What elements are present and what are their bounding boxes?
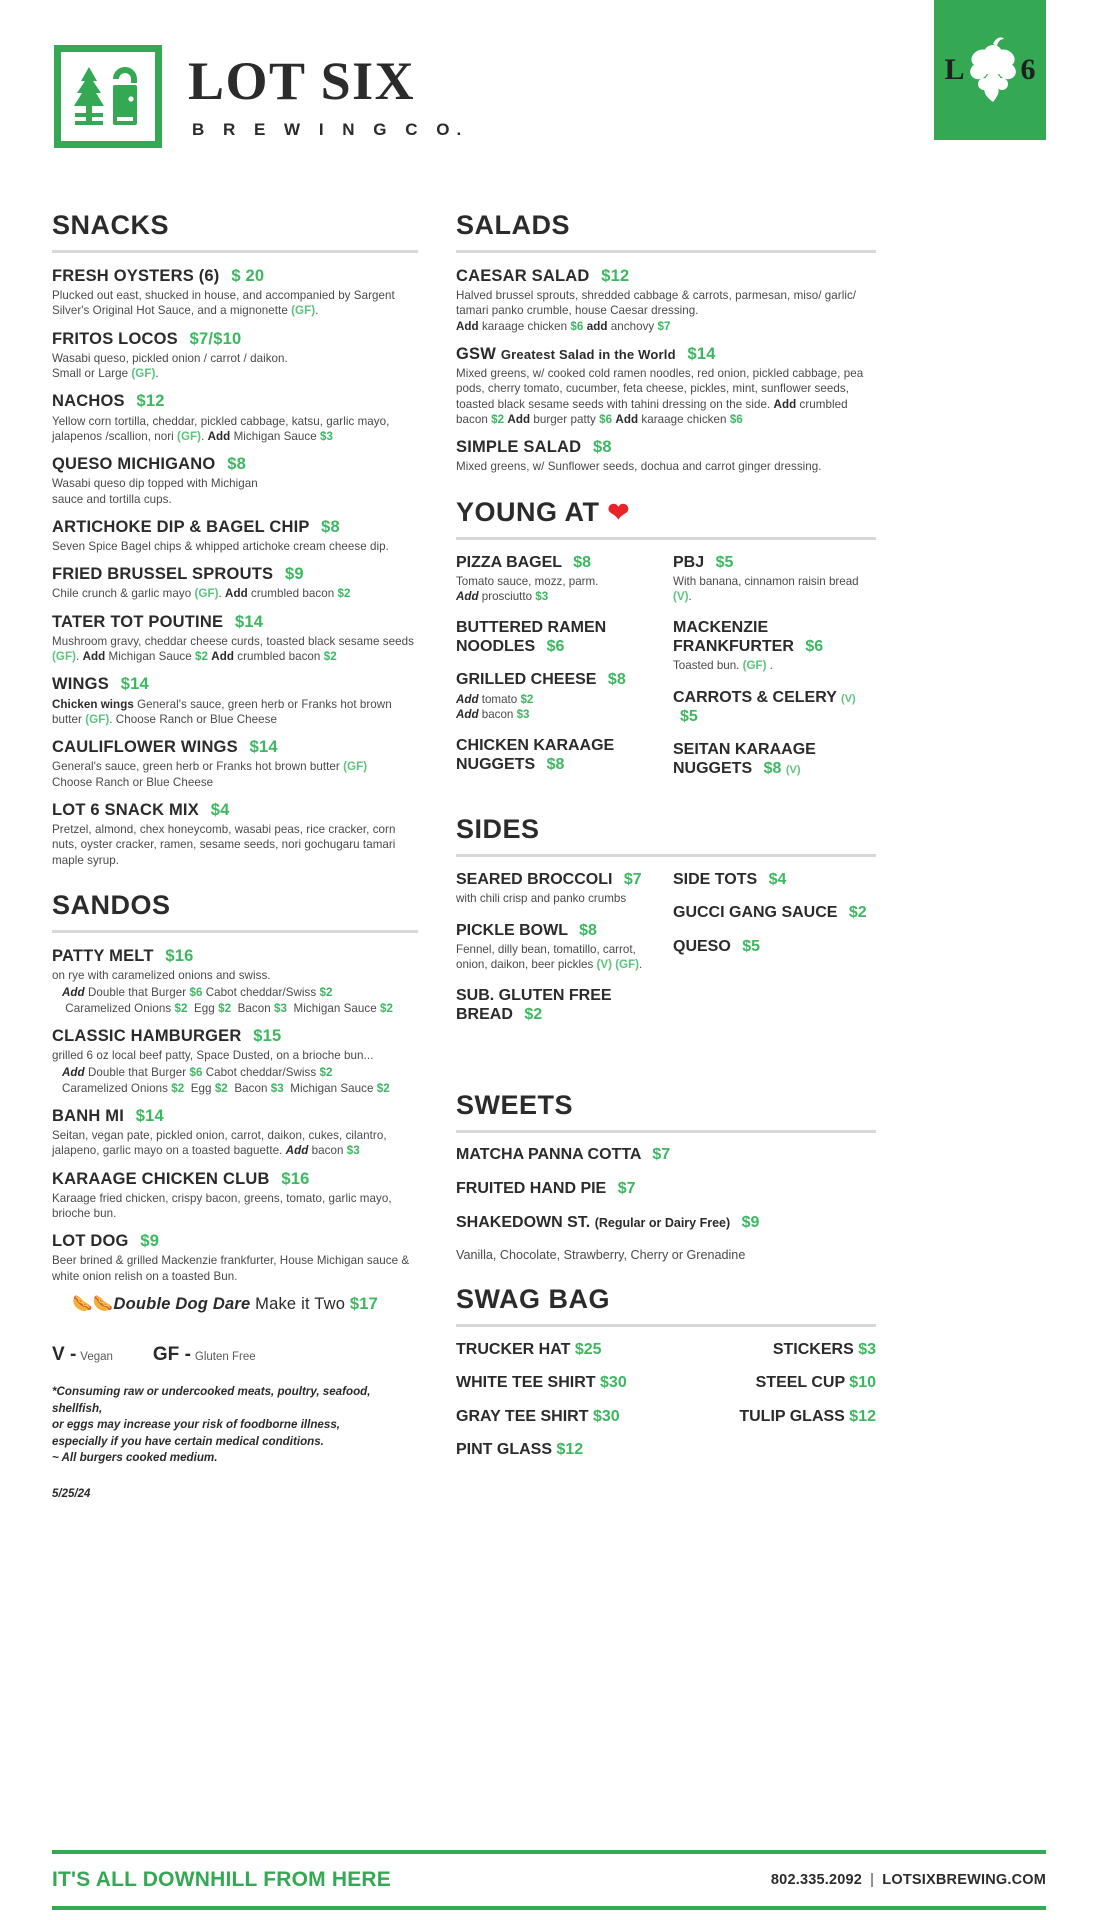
menu-item-description: Fennel, dilly bean, tomatillo, carrot, onion, daikon, beer pickles (V) (GF). <box>456 942 643 971</box>
badge-letter: L <box>944 53 965 86</box>
menu-item-name: PBJ <box>673 553 705 571</box>
menu-item-price: $8 <box>579 921 597 939</box>
young-at-heart-label: YOUNG AT <box>456 496 600 527</box>
menu-item-price: $5 <box>742 937 761 955</box>
swag-right-column <box>673 1340 876 1473</box>
menu-item-header <box>52 1169 418 1189</box>
footer-separator: | <box>870 1872 875 1888</box>
menu-item-name: CAULIFLOWER WINGS <box>52 738 238 757</box>
menu-item <box>673 618 876 673</box>
brand-tagline: B R E W I N G C O. <box>192 119 469 139</box>
kids-left-column <box>456 553 659 793</box>
menu-item <box>456 553 659 604</box>
menu-item-header <box>52 1106 418 1126</box>
menu-datestamp: 5/25/24 <box>52 1488 91 1501</box>
menu-item-name: PIZZA BAGEL <box>456 553 562 571</box>
menu-item-name: LOT 6 SNACK MIX <box>52 800 199 819</box>
swag-item-name: WHITE TEE SHIRT <box>456 1374 596 1392</box>
sweet-item-qualifier: (Regular or Dairy Free) <box>594 1216 731 1231</box>
disclaimer-line-2: or eggs may increase your risk of foodborne illness, <box>52 1418 340 1432</box>
swag-item-price: $10 <box>849 1374 876 1392</box>
menu-header <box>0 0 1098 188</box>
legend-vegan <box>52 1344 113 1366</box>
menu-item-price: $16 <box>165 946 194 965</box>
divider <box>456 1130 876 1133</box>
menu-item-price: $2 <box>524 1006 543 1023</box>
menu-columns <box>0 188 1098 1500</box>
menu-item-price: $4 <box>210 800 230 819</box>
menu-item-name: SUB. GLUTEN FREE BREAD <box>456 986 612 1023</box>
menu-item-price: $6 <box>805 638 824 656</box>
menu-item-price: $ 20 <box>231 267 265 285</box>
menu-item-header <box>52 946 418 966</box>
menu-item-addons: Add Double that Burger $6 Cabot cheddar/Swiss $2 Caramelized Onions $2 Egg $2 Bacon $3 Michigan Sauce $2 <box>62 1066 390 1095</box>
kids-right-column <box>673 553 876 793</box>
sides-right-column <box>673 870 876 1038</box>
sides-left-column <box>456 870 659 1038</box>
menu-item-price: $4 <box>768 871 787 889</box>
hop-badge <box>934 0 1046 140</box>
vegan-label: Vegan <box>80 1351 113 1364</box>
swag-item <box>456 1440 659 1459</box>
menu-item-header <box>673 740 876 778</box>
divider <box>456 1324 876 1327</box>
sweet-item-price: $7 <box>617 1180 636 1198</box>
menu-item-name: FRESH OYSTERS (6) <box>52 267 220 285</box>
sweet-item-price: $9 <box>741 1214 760 1232</box>
menu-item-price: $2 <box>848 904 867 922</box>
brand-wordmark <box>188 50 469 140</box>
sweet-item <box>456 1180 876 1198</box>
menu-item-header <box>456 670 659 689</box>
menu-item-description: Toasted bun. (GF) . <box>673 659 773 673</box>
menu-item-price: $8 <box>573 553 592 571</box>
menu-item-header <box>673 870 876 889</box>
menu-item-name: SIDE TOTS <box>673 871 758 889</box>
menu-item-header <box>52 329 418 349</box>
menu-item-name: GUCCI GANG SAUCE <box>673 904 838 922</box>
sandos-list <box>52 946 418 1284</box>
menu-item <box>456 437 876 474</box>
swag-item <box>673 1407 876 1426</box>
menu-item-price: $8 <box>321 517 340 536</box>
menu-item-tag: (V) <box>841 692 856 705</box>
menu-item-header <box>673 553 876 572</box>
menu-item-header <box>456 986 659 1024</box>
double-dog-label: Double Dog Dare <box>113 1295 251 1314</box>
heart-icon: ❤ <box>607 496 630 527</box>
swag-item-price: $3 <box>858 1341 876 1359</box>
footer-bottom-rule <box>52 1906 1046 1910</box>
hot-dog-icon: 🌭🌭 <box>72 1295 114 1314</box>
menu-item-price: $9 <box>284 565 304 584</box>
menu-item-description: Karaage fried chicken, crispy bacon, greens, tomato, garlic mayo, brioche bun. <box>52 1191 392 1221</box>
swag-item-price: $12 <box>849 1407 876 1425</box>
swag-item-name: TULIP GLASS <box>739 1407 845 1425</box>
menu-item <box>456 986 659 1024</box>
footer-website[interactable]: LOTSIXBREWING.COM <box>882 1872 1046 1888</box>
menu-item-header <box>52 737 418 757</box>
menu-item-price: $8 <box>607 671 626 689</box>
menu-item-header <box>52 454 418 474</box>
menu-item-description: Plucked out east, shucked in house, and accompanied by Sargent Silver's Original Hot Sauce, and a mignonette (GF). <box>52 289 395 318</box>
menu-item <box>52 800 418 868</box>
swag-item-name: PINT GLASS <box>456 1440 553 1458</box>
menu-item <box>456 870 659 906</box>
menu-item-price: $14 <box>249 738 278 757</box>
menu-item <box>52 946 418 1016</box>
menu-item <box>456 266 876 334</box>
menu-item-name: LOT DOG <box>52 1232 129 1251</box>
left-column <box>52 188 418 1500</box>
menu-item-header <box>673 688 876 726</box>
menu-item-name: GSW <box>456 345 497 364</box>
sides-grid <box>456 870 876 1038</box>
menu-item-header <box>52 517 418 537</box>
swag-item <box>456 1340 659 1359</box>
swag-item-name: STICKERS <box>772 1341 854 1359</box>
menu-item <box>52 454 418 507</box>
disclaimer-line-1: *Consuming raw or undercooked meats, poultry, seafood, shellfish, <box>52 1385 371 1415</box>
menu-item <box>52 1026 418 1096</box>
footer-bar <box>52 1854 1046 1906</box>
menu-item-name: MACKENZIE FRANKFURTER <box>673 619 794 656</box>
menu-item <box>673 740 876 778</box>
menu-item-price: $16 <box>281 1169 310 1188</box>
menu-item <box>52 517 418 554</box>
menu-item-description: Tomato sauce, mozz, parm. Add prosciutto $3 <box>456 574 599 603</box>
sweet-item-price: $7 <box>652 1146 671 1164</box>
vegan-symbol: V - <box>52 1344 77 1366</box>
menu-footer <box>0 1850 1098 1920</box>
menu-item-price: $15 <box>253 1026 282 1045</box>
sweet-item-name: SHAKEDOWN ST. <box>456 1214 591 1232</box>
brand-name: LOT SIX <box>188 50 416 111</box>
brand-logo <box>54 45 468 148</box>
divider <box>52 250 418 253</box>
menu-item-addons: Add Double that Burger $6 Cabot cheddar/Swiss $2 Caramelized Onions $2 Egg $2 Bacon $3 Michigan Sauce $2 <box>62 986 394 1015</box>
menu-item-price: $8 <box>593 438 612 457</box>
menu-item-header <box>456 266 876 286</box>
menu-item-price: $12 <box>601 267 630 285</box>
menu-item-price: $14 <box>120 675 149 694</box>
swag-item <box>456 1373 659 1392</box>
section-title-salads: SALADS <box>456 210 571 240</box>
menu-item-name: PATTY MELT <box>52 946 154 965</box>
menu-item-description: Chicken wings General's sauce, green herb or Franks hot brown butter (GF). Choose Ranch or Blue Cheese <box>52 697 392 726</box>
menu-item <box>673 937 876 956</box>
menu-item-description: Chile crunch & garlic mayo (GF). Add crumbled bacon $2 <box>52 587 351 601</box>
menu-item <box>456 618 659 656</box>
menu-item-description: Mixed greens, w/ Sunflower seeds, dochua and carrot ginger dressing. <box>456 460 822 474</box>
menu-item-description: on rye with caramelized onions and swiss. <box>52 969 271 983</box>
disclaimer <box>52 1384 418 1466</box>
menu-item <box>673 553 876 604</box>
divider <box>456 537 876 540</box>
menu-item <box>52 1106 418 1159</box>
swag-item-price: $30 <box>592 1407 620 1425</box>
menu-item <box>673 903 876 922</box>
section-title-sweets: SWEETS <box>456 1090 574 1121</box>
sweet-item <box>456 1214 876 1232</box>
menu-item-name: GRILLED CHEESE <box>456 671 597 689</box>
menu-item-price: $14 <box>687 345 716 364</box>
menu-item-name: FRIED BRUSSEL SPROUTS <box>52 565 274 584</box>
menu-item <box>456 921 659 972</box>
menu-item-price: $9 <box>140 1232 160 1251</box>
menu-item-header <box>456 553 659 572</box>
menu-item-price: $14 <box>234 612 264 631</box>
sweets-flavors: Vanilla, Chocolate, Strawberry, Cherry or Grenadine <box>456 1248 746 1263</box>
menu-item-description: grilled 6 oz local beef patty, Space Dusted, on a brioche bun... <box>52 1049 374 1063</box>
menu-item-header <box>456 437 876 457</box>
section-title-young-at-heart <box>456 497 876 528</box>
double-dog-price: $17 <box>349 1295 379 1314</box>
menu-item-header <box>52 391 418 411</box>
menu-item-name: NACHOS <box>52 392 125 411</box>
menu-item-description: Yellow corn tortilla, cheddar, pickled cabbage, katsu, garlic mayo, jalapenos /scallion, nori (GF). Add Michigan Sauce $3 <box>52 414 390 443</box>
menu-item-subtitle: Greatest Salad in the World <box>500 347 676 363</box>
menu-item-name: CAESAR SALAD <box>456 267 590 285</box>
menu-item-description: Mixed greens, w/ cooked cold ramen noodles, red onion, pickled cabbage, pea pods, cherry tomato, cucumber, feta cheese, pickles, mint, sunflower seeds, toasted black sesame seeds with tahini dressing on the side. Add crumbled bacon $2 Add burger patty $6 Add karaage chicken $6 <box>456 367 864 427</box>
menu-item-description: Add tomato $2 Add bacon $3 <box>456 692 534 721</box>
menu-item-description: With banana, cinnamon raisin bread (V). <box>673 574 859 603</box>
menu-item-price: $8 <box>546 755 565 773</box>
swag-item-name: GRAY TEE SHIRT <box>456 1407 589 1425</box>
menu-item-name: SIMPLE SALAD <box>456 438 582 457</box>
sweets-list <box>456 1146 876 1232</box>
menu-item <box>52 1231 418 1284</box>
menu-item <box>456 670 659 721</box>
salads-list <box>456 266 876 475</box>
sweet-item <box>456 1146 876 1164</box>
swag-item <box>673 1373 876 1392</box>
menu-item-header <box>52 1026 418 1046</box>
menu-item <box>52 329 418 382</box>
menu-item <box>52 564 418 601</box>
menu-item-header <box>456 870 659 889</box>
menu-item <box>456 344 876 427</box>
menu-item-description: Wasabi queso dip topped with Michigan sauce and tortilla cups. <box>52 477 258 506</box>
menu-item-header <box>52 800 418 820</box>
menu-item-name: QUESO <box>673 937 731 955</box>
menu-item-name: QUESO MICHIGANO <box>52 455 216 474</box>
disclaimer-line-3: especially if you have certain medical conditions. <box>52 1434 324 1448</box>
tree-and-beer-glass-icon <box>54 45 162 148</box>
menu-item <box>52 737 418 790</box>
swag-item-name: TRUCKER HAT <box>456 1341 571 1359</box>
menu-item-header <box>456 344 876 364</box>
menu-item-description: Mushroom gravy, cheddar cheese curds, toasted black sesame seeds (GF). Add Michigan Sauce $2 Add crumbled bacon $2 <box>52 634 414 664</box>
menu-item <box>52 1169 418 1222</box>
hop-cone-icon <box>967 34 1019 106</box>
menu-item-price: $6 <box>546 638 565 656</box>
menu-item-name: CARROTS & CELERY <box>673 688 837 706</box>
young-at-heart-grid <box>456 553 876 793</box>
menu-item-header <box>673 903 876 922</box>
menu-item-description: Seven Spice Bagel chips & whipped artichoke cream cheese dip. <box>52 540 389 553</box>
menu-item-description: General's sauce, green herb or Franks hot brown butter (GF) Choose Ranch or Blue Cheese <box>52 760 368 789</box>
menu-item-header <box>673 937 876 956</box>
section-title-sandos: SANDOS <box>52 889 171 920</box>
menu-item-name: CHICKEN KARAAGE NUGGETS <box>456 736 615 773</box>
menu-item-name: FRITOS LOCOS <box>52 329 178 348</box>
divider <box>52 930 418 933</box>
menu-item-price: $12 <box>136 392 165 411</box>
disclaimer-line-4: ~ All burgers cooked medium. <box>52 1451 218 1465</box>
menu-item-price: $5 <box>680 707 698 725</box>
menu-item-description: Halved brussel sprouts, shredded cabbage & carrots, parmesan, miso/ garlic/ tamari panko crumble, house Caesar dressing. Add karaage chicken $6 add anchovy $7 <box>456 289 857 333</box>
double-dog-dare <box>52 1294 418 1314</box>
menu-item-name: KARAAGE CHICKEN CLUB <box>52 1169 270 1188</box>
section-title-snacks: SNACKS <box>52 210 170 240</box>
swag-item <box>673 1340 876 1359</box>
swag-grid <box>456 1340 876 1473</box>
menu-item-price: $8 <box>763 760 782 778</box>
sweet-item-name: FRUITED HAND PIE <box>456 1180 607 1198</box>
gf-symbol: GF - <box>152 1344 191 1366</box>
menu-item-header <box>52 674 418 694</box>
menu-item-description: Seitan, vegan pate, pickled onion, carrot, daikon, cukes, cilantro, jalapeno, garlic mayo on a toasted baguette. Add bacon $3 <box>52 1129 387 1158</box>
swag-item-name: STEEL CUP <box>755 1374 845 1392</box>
legend-gluten-free <box>153 1344 256 1366</box>
menu-item <box>52 674 418 727</box>
menu-item-header <box>673 618 876 656</box>
menu-item-price: $5 <box>715 553 734 571</box>
swag-item <box>456 1407 659 1426</box>
section-title-swag: SWAG BAG <box>456 1284 611 1315</box>
menu-item-header <box>52 266 418 286</box>
right-column <box>456 188 876 1500</box>
divider <box>456 854 876 857</box>
badge-number: 6 <box>1020 53 1036 86</box>
menu-item-name: BANH MI <box>52 1106 124 1125</box>
sweet-item-name: MATCHA PANNA COTTA <box>456 1146 641 1164</box>
swag-item-price: $12 <box>556 1440 584 1458</box>
menu-item-header <box>52 612 418 632</box>
menu-item <box>52 391 418 444</box>
menu-item-header <box>456 618 659 656</box>
legend <box>52 1344 418 1366</box>
menu-item-description: with chili crisp and panko crumbs <box>456 892 627 906</box>
menu-item <box>52 266 418 319</box>
menu-item-price: $14 <box>135 1106 164 1125</box>
menu-item-header <box>52 1231 418 1251</box>
gf-label: Gluten Free <box>194 1351 256 1364</box>
menu-item <box>673 688 876 726</box>
double-dog-text: Make it Two <box>255 1295 346 1314</box>
swag-left-column <box>456 1340 659 1473</box>
menu-item-name: SEITAN KARAAGE NUGGETS <box>673 740 816 778</box>
footer-slogan: IT'S ALL DOWNHILL FROM HERE <box>52 1868 391 1891</box>
swag-item-price: $30 <box>600 1374 627 1392</box>
menu-item-name: CLASSIC HAMBURGER <box>52 1026 242 1045</box>
menu-item-description: Wasabi queso, pickled onion / carrot / daikon. Small or Large (GF). <box>52 351 288 381</box>
menu-item-name: TATER TOT POUTINE <box>52 612 224 631</box>
menu-item-description: Pretzel, almond, chex honeycomb, wasabi peas, rice cracker, corn nuts, oyster cracker, ramen, sesame seeds, nori gochugaru tamari maple syrup. <box>52 823 396 867</box>
menu-item-name: PICKLE BOWL <box>456 921 568 939</box>
footer-phone[interactable]: 802.335.2092 <box>770 1872 863 1888</box>
menu-item-tag: (V) <box>785 764 801 777</box>
menu-item-price: $7 <box>623 871 642 889</box>
menu-item-name: WINGS <box>52 675 109 694</box>
menu-item <box>673 870 876 889</box>
menu-item-header <box>456 736 659 774</box>
menu-item-name: SEARED BROCCOLI <box>456 871 613 889</box>
menu-item-description: Beer brined & grilled Mackenzie frankfurter, House Michigan sauce & white onion relish on a toasted Bun. <box>52 1254 410 1283</box>
divider <box>456 250 876 253</box>
menu-item <box>52 612 418 665</box>
menu-item-name: ARTICHOKE DIP & BAGEL CHIP <box>52 517 310 536</box>
section-title-sides: SIDES <box>456 814 540 845</box>
swag-item-price: $25 <box>574 1341 602 1359</box>
menu-item <box>456 736 659 774</box>
menu-item-name: BUTTERED RAMEN NOODLES <box>456 619 607 656</box>
menu-item-price: $8 <box>227 455 246 474</box>
snacks-list <box>52 266 418 868</box>
menu-item-header <box>52 564 418 584</box>
menu-item-header <box>456 921 659 940</box>
footer-contact <box>771 1872 1046 1888</box>
menu-item-price: $7/$10 <box>189 329 242 348</box>
